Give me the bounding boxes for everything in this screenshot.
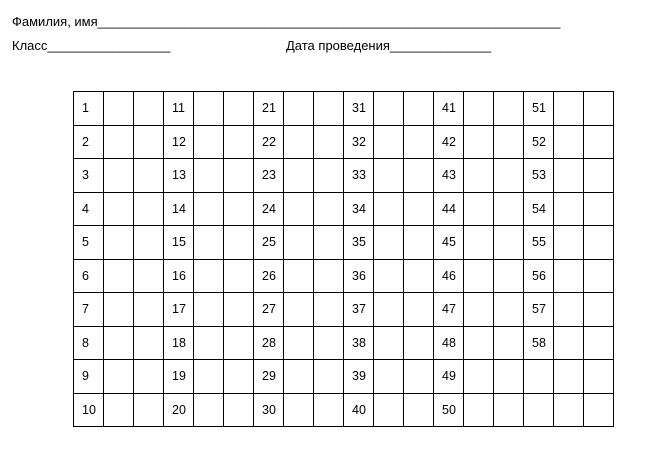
answer-cell: [134, 159, 164, 193]
answer-grid: [73, 91, 614, 427]
question-number-cell: [524, 360, 554, 394]
question-number-cell: 28: [254, 326, 284, 360]
answer-cell: [374, 293, 404, 327]
answer-cell: [374, 393, 404, 427]
answer-cell: [104, 92, 134, 126]
answer-cell: [494, 92, 524, 126]
answer-cell: [104, 226, 134, 260]
question-number-cell: 55: [524, 226, 554, 260]
answer-cell: [224, 393, 254, 427]
answer-cell: [194, 92, 224, 126]
answer-cell: [284, 192, 314, 226]
answer-cell: [494, 259, 524, 293]
grid-row: [74, 393, 614, 427]
answer-cell: [314, 226, 344, 260]
answer-cell: [374, 125, 404, 159]
answer-cell: [584, 293, 614, 327]
question-number-cell: 16: [164, 259, 194, 293]
answer-cell: [134, 192, 164, 226]
answer-cell: [224, 92, 254, 126]
answer-cell: [404, 393, 434, 427]
question-number-cell: 19: [164, 360, 194, 394]
answer-cell: [554, 226, 584, 260]
question-number-cell: 4: [74, 192, 104, 226]
grid-row: [74, 192, 614, 226]
answer-cell: [134, 226, 164, 260]
question-number-cell: 43: [434, 159, 464, 193]
answer-cell: [404, 360, 434, 394]
question-number-cell: [524, 393, 554, 427]
answer-cell: [194, 192, 224, 226]
answer-cell: [194, 125, 224, 159]
grid-row: [74, 125, 614, 159]
question-number-cell: 32: [344, 125, 374, 159]
question-number-cell: 34: [344, 192, 374, 226]
grid-row: [74, 360, 614, 394]
answer-cell: [194, 326, 224, 360]
question-number-cell: 48: [434, 326, 464, 360]
question-number-cell: 41: [434, 92, 464, 126]
answer-cell: [224, 360, 254, 394]
question-number-cell: 42: [434, 125, 464, 159]
answer-cell: [554, 293, 584, 327]
grid-row: [74, 326, 614, 360]
answer-cell: [584, 326, 614, 360]
question-number-cell: 21: [254, 92, 284, 126]
question-number-cell: 1: [74, 92, 104, 126]
answer-cell: [314, 159, 344, 193]
answer-cell: [494, 125, 524, 159]
answer-cell: [494, 393, 524, 427]
grid-row: [74, 92, 614, 126]
question-number-cell: 37: [344, 293, 374, 327]
question-number-cell: 10: [74, 393, 104, 427]
answer-cell: [494, 360, 524, 394]
question-number-cell: 33: [344, 159, 374, 193]
class-field-line: Класс_________________: [12, 38, 171, 53]
question-number-cell: 25: [254, 226, 284, 260]
answer-cell: [134, 360, 164, 394]
answer-cell: [494, 226, 524, 260]
answer-cell: [584, 360, 614, 394]
question-number-cell: 39: [344, 360, 374, 394]
answer-cell: [464, 192, 494, 226]
question-number-cell: 3: [74, 159, 104, 193]
answer-cell: [284, 92, 314, 126]
grid-row: [74, 259, 614, 293]
grid-row: [74, 293, 614, 327]
answer-cell: [224, 159, 254, 193]
answer-cell: [314, 360, 344, 394]
answer-cell: [314, 125, 344, 159]
question-number-cell: 30: [254, 393, 284, 427]
answer-cell: [494, 159, 524, 193]
answer-cell: [224, 259, 254, 293]
answer-cell: [134, 125, 164, 159]
answer-cell: [404, 293, 434, 327]
question-number-cell: 49: [434, 360, 464, 394]
answer-cell: [464, 360, 494, 394]
date-field-line: Дата проведения______________: [286, 38, 492, 53]
question-number-cell: 29: [254, 360, 284, 394]
question-number-cell: 2: [74, 125, 104, 159]
question-number-cell: 15: [164, 226, 194, 260]
answer-cell: [224, 293, 254, 327]
answer-cell: [194, 393, 224, 427]
question-number-cell: 54: [524, 192, 554, 226]
answer-cell: [584, 159, 614, 193]
question-number-cell: 36: [344, 259, 374, 293]
question-number-cell: 40: [344, 393, 374, 427]
answer-cell: [464, 259, 494, 293]
question-number-cell: 44: [434, 192, 464, 226]
answer-cell: [134, 92, 164, 126]
answer-cell: [104, 326, 134, 360]
answer-cell: [284, 159, 314, 193]
answer-cell: [314, 393, 344, 427]
question-number-cell: 57: [524, 293, 554, 327]
answer-cell: [284, 125, 314, 159]
question-number-cell: 24: [254, 192, 284, 226]
answer-cell: [134, 259, 164, 293]
answer-cell: [284, 293, 314, 327]
answer-cell: [584, 92, 614, 126]
answer-cell: [554, 159, 584, 193]
question-number-cell: 38: [344, 326, 374, 360]
answer-cell: [314, 92, 344, 126]
question-number-cell: 20: [164, 393, 194, 427]
answer-cell: [554, 92, 584, 126]
answer-cell: [284, 326, 314, 360]
answer-cell: [584, 125, 614, 159]
answer-cell: [194, 226, 224, 260]
question-number-cell: 47: [434, 293, 464, 327]
question-number-cell: 22: [254, 125, 284, 159]
answer-cell: [104, 125, 134, 159]
answer-cell: [464, 125, 494, 159]
question-number-cell: 6: [74, 259, 104, 293]
answer-cell: [494, 326, 524, 360]
answer-cell: [134, 393, 164, 427]
question-number-cell: 18: [164, 326, 194, 360]
answer-cell: [314, 326, 344, 360]
answer-cell: [224, 192, 254, 226]
answer-cell: [554, 360, 584, 394]
answer-cell: [314, 192, 344, 226]
answer-cell: [194, 259, 224, 293]
answer-cell: [404, 226, 434, 260]
answer-cell: [404, 92, 434, 126]
question-number-cell: 51: [524, 92, 554, 126]
answer-cell: [404, 125, 434, 159]
answer-cell: [464, 92, 494, 126]
answer-cell: [224, 326, 254, 360]
question-number-cell: 58: [524, 326, 554, 360]
answer-cell: [194, 360, 224, 394]
question-number-cell: 14: [164, 192, 194, 226]
answer-cell: [464, 226, 494, 260]
answer-cell: [374, 192, 404, 226]
answer-cell: [584, 259, 614, 293]
answer-cell: [404, 159, 434, 193]
answer-cell: [554, 326, 584, 360]
answer-cell: [104, 360, 134, 394]
question-number-cell: 46: [434, 259, 464, 293]
question-number-cell: 50: [434, 393, 464, 427]
answer-cell: [104, 393, 134, 427]
answer-cell: [404, 259, 434, 293]
answer-cell: [134, 293, 164, 327]
question-number-cell: 5: [74, 226, 104, 260]
question-number-cell: 23: [254, 159, 284, 193]
answer-cell: [194, 159, 224, 193]
answer-cell: [194, 293, 224, 327]
answer-cell: [374, 226, 404, 260]
grid-row: [74, 226, 614, 260]
answer-cell: [554, 393, 584, 427]
answer-cell: [464, 159, 494, 193]
name-field-line: Фамилия, имя________________________________________________________________: [12, 14, 561, 29]
question-number-cell: 8: [74, 326, 104, 360]
answer-cell: [554, 192, 584, 226]
answer-cell: [464, 293, 494, 327]
answer-cell: [374, 92, 404, 126]
answer-cell: [464, 393, 494, 427]
question-number-cell: 56: [524, 259, 554, 293]
answer-cell: [284, 360, 314, 394]
question-number-cell: 45: [434, 226, 464, 260]
answer-cell: [314, 259, 344, 293]
answer-cell: [554, 125, 584, 159]
grid-row: [74, 159, 614, 193]
answer-cell: [554, 259, 584, 293]
question-number-cell: 12: [164, 125, 194, 159]
answer-cell: [134, 326, 164, 360]
answer-cell: [374, 360, 404, 394]
question-number-cell: 27: [254, 293, 284, 327]
answer-cell: [494, 293, 524, 327]
question-number-cell: 35: [344, 226, 374, 260]
question-number-cell: 17: [164, 293, 194, 327]
answer-cell: [404, 192, 434, 226]
question-number-cell: 11: [164, 92, 194, 126]
question-number-cell: 13: [164, 159, 194, 193]
answer-cell: [374, 326, 404, 360]
answer-cell: [104, 159, 134, 193]
question-number-cell: 52: [524, 125, 554, 159]
question-number-cell: 9: [74, 360, 104, 394]
answer-cell: [104, 293, 134, 327]
answer-cell: [374, 259, 404, 293]
question-number-cell: 26: [254, 259, 284, 293]
answer-cell: [284, 393, 314, 427]
answer-cell: [584, 226, 614, 260]
answer-cell: [284, 226, 314, 260]
answer-cell: [374, 159, 404, 193]
answer-cell: [494, 192, 524, 226]
question-number-cell: 53: [524, 159, 554, 193]
answer-cell: [314, 293, 344, 327]
answer-cell: [464, 326, 494, 360]
answer-cell: [104, 259, 134, 293]
question-number-cell: 31: [344, 92, 374, 126]
answer-cell: [584, 192, 614, 226]
answer-cell: [224, 125, 254, 159]
answer-cell: [284, 259, 314, 293]
answer-cell: [224, 226, 254, 260]
answer-cell: [584, 393, 614, 427]
answer-cell: [104, 192, 134, 226]
answer-cell: [404, 326, 434, 360]
question-number-cell: 7: [74, 293, 104, 327]
